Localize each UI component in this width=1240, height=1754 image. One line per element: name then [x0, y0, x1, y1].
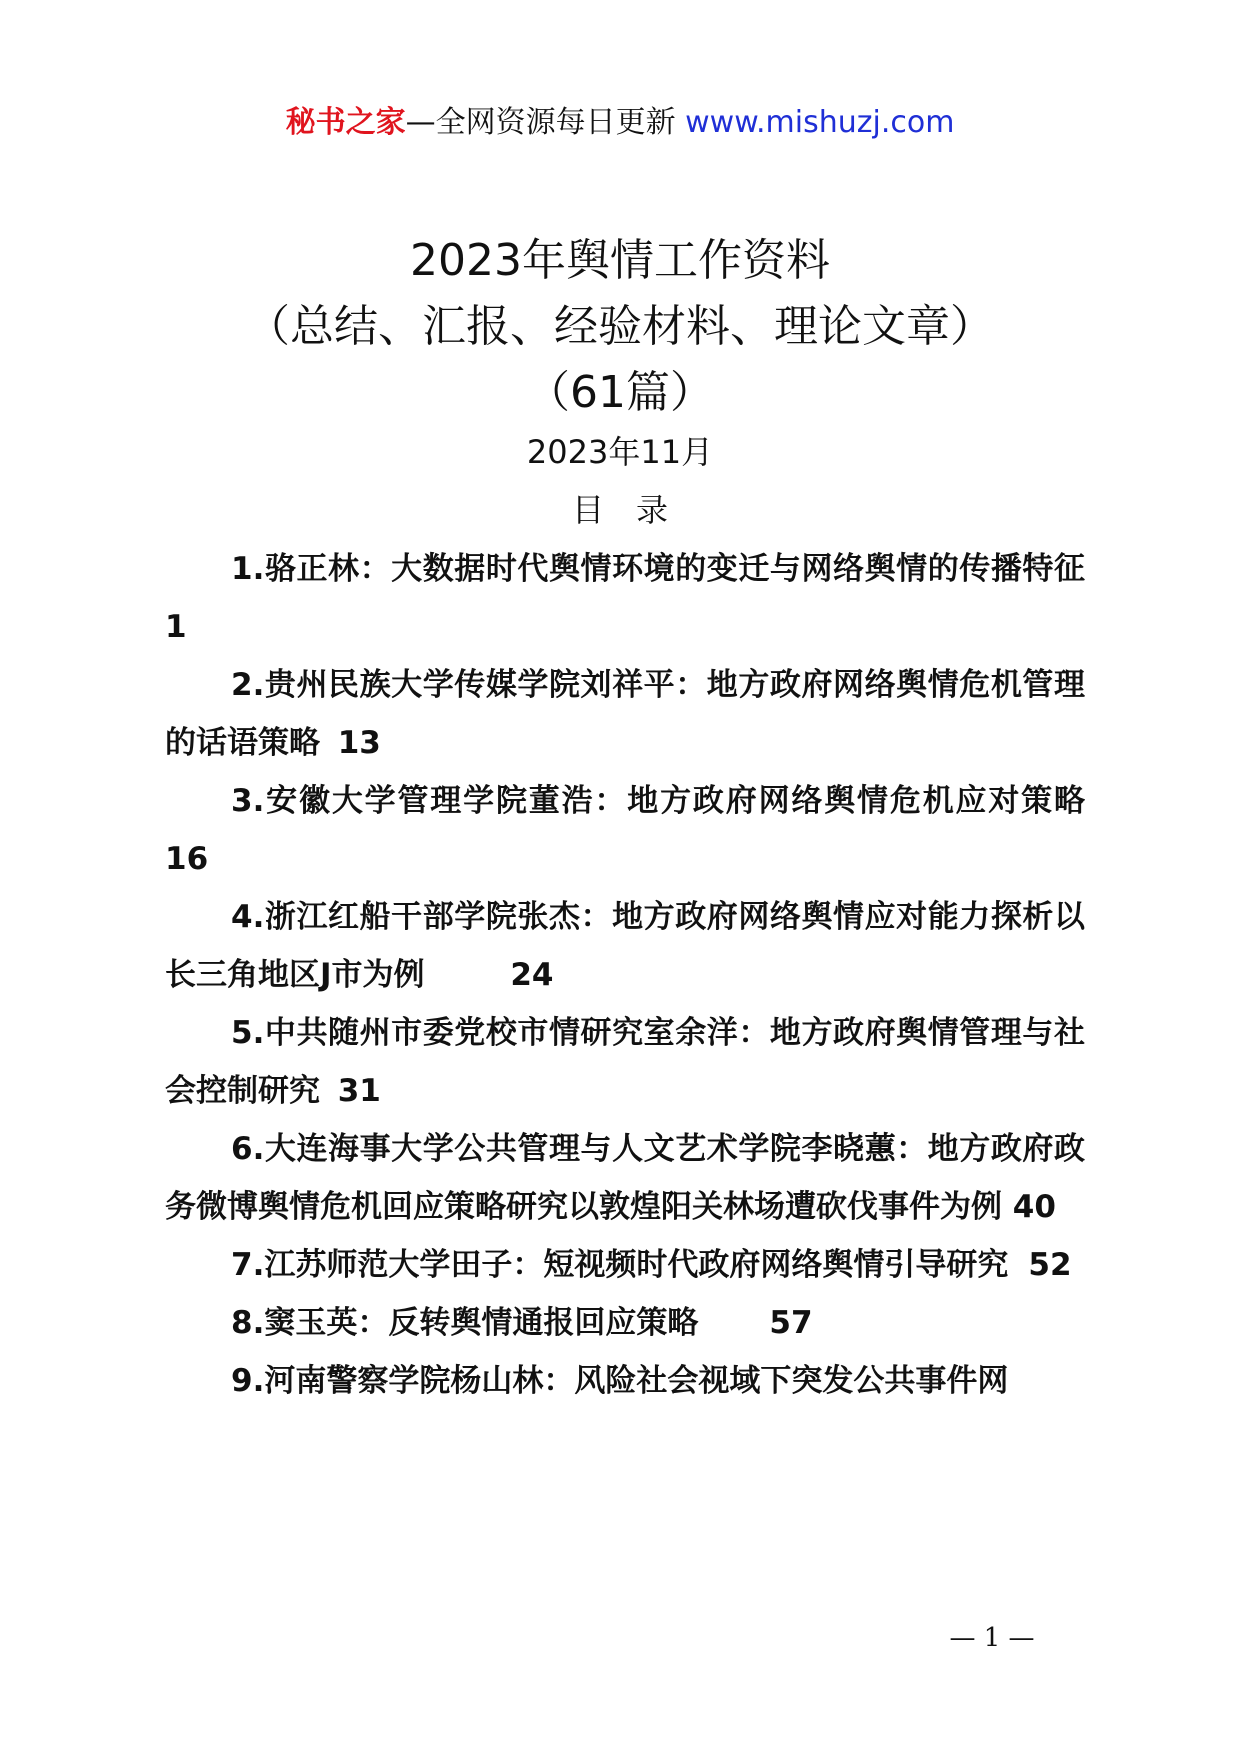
toc-entry[interactable]: [165, 540, 1096, 656]
title-line-1: 2023年舆情工作资料: [410, 235, 830, 286]
document-title: [0, 228, 1240, 426]
toc-entry-title: 4.浙江红船干部学院张杰：地方政府网络舆情应对能力探析以长三角地区J市为例: [165, 899, 1085, 993]
brand-name: 秘书之家: [285, 105, 406, 140]
toc-entry-title: 6.大连海事大学公共管理与人文艺术学院李晓蕙：地方政府政务微博舆情危机回应策略研究以敦煌阳关林场遭砍伐事件为例: [165, 1131, 1085, 1225]
toc-entry-page: 40: [1002, 1189, 1056, 1225]
toc-entry-title: 2.贵州民族大学传媒学院刘祥平：地方政府网络舆情危机管理的话语策略: [165, 667, 1085, 761]
toc-entry-title: 3.安徽大学管理学院董浩：地方政府网络舆情危机应对策略: [231, 783, 1085, 819]
toc-entry[interactable]: [165, 1004, 1085, 1120]
toc-entry-page: 16: [165, 783, 1161, 877]
document-date: 2023年11月: [526, 433, 714, 471]
toc-entry-title: 7.江苏师范大学田子：短视频时代政府网络舆情引导研究: [231, 1247, 1009, 1283]
toc-entry-page: 57: [698, 1305, 813, 1341]
toc-entry-page: 24: [424, 957, 554, 993]
toc-entry-title: 8.窦玉英：反转舆情通报回应策略: [231, 1305, 699, 1341]
page-number: — 1 —: [949, 1623, 1035, 1653]
toc-entry-page: 31: [320, 1073, 381, 1109]
site-header: [0, 98, 1240, 148]
title-line-3: （61篇）: [526, 367, 714, 418]
table-of-contents: [165, 540, 1161, 1410]
toc-entry-page: 13: [320, 725, 381, 761]
toc-entry[interactable]: [165, 1120, 1085, 1236]
toc-entry-page: 52: [1008, 1247, 1072, 1283]
toc-entry[interactable]: [165, 888, 1085, 1004]
toc-heading: 目 录: [571, 491, 668, 529]
toc-entry[interactable]: [165, 1236, 1085, 1294]
toc-entry-title: 5.中共随州市委党校市情研究室余洋：地方政府舆情管理与社会控制研究: [165, 1015, 1085, 1109]
header-tagline: —全网资源每日更新: [405, 105, 686, 140]
title-line-2: （总结、汇报、经验材料、理论文章）: [246, 301, 994, 352]
toc-entry[interactable]: [165, 1352, 1085, 1410]
toc-entry[interactable]: [165, 1294, 1085, 1352]
site-url-link[interactable]: www.mishuzj.com: [685, 105, 955, 140]
toc-entry-title: 9.河南警察学院杨山林：风险社会视域下突发公共事件网: [231, 1363, 1009, 1399]
toc-entry-page: 1: [165, 551, 1096, 645]
toc-entry-title: 1.骆正林：大数据时代舆情环境的变迁与网络舆情的传播特征: [231, 551, 1085, 587]
toc-entry[interactable]: [165, 656, 1085, 772]
toc-entry[interactable]: [165, 772, 1161, 888]
